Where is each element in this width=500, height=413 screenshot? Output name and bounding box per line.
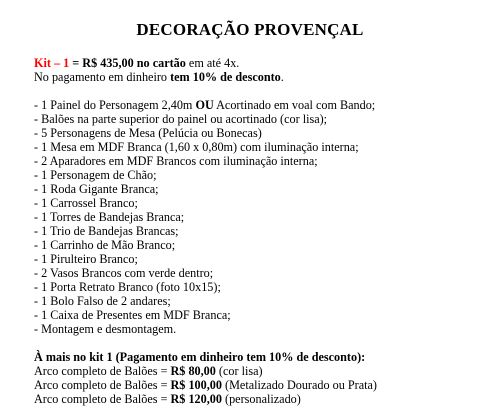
list-item	[34, 308, 231, 322]
kit-equals: =	[69, 56, 83, 70]
list-item-bold: OU	[195, 98, 214, 112]
list-item	[34, 126, 262, 140]
list-item-text: - Montagem e desmontagem.	[34, 322, 177, 336]
list-item-text: - 2 Aparadores em MDF Brancos com iluminação interna;	[34, 154, 318, 168]
list-item-text: - 1 Caixa de Presentes em MDF Branca;	[34, 308, 231, 322]
list-item-text: - 1 Pirulteiro Branco;	[34, 252, 138, 266]
list-item-text: - Balões na parte superior do painel ou acortinado (cor lisa);	[34, 112, 328, 126]
extra-item	[34, 364, 263, 378]
extras-heading: À mais no kit 1 (Pagamento em dinheiro tem 10% de desconto):	[34, 350, 366, 364]
kit-cash-suffix: .	[280, 70, 284, 84]
kit-cash-line	[34, 70, 284, 84]
kit-price-suffix: em até 4x.	[185, 56, 240, 70]
list-item	[34, 294, 171, 308]
list-item	[34, 168, 157, 182]
extra-item-price: R$ 120,00	[170, 392, 222, 406]
extra-item-label: Arco completo de Balões =	[34, 392, 171, 406]
list-item	[34, 322, 176, 336]
kit-cash-prefix: No pagamento em dinheiro	[34, 70, 171, 84]
list-item-text: - 1 Carrossel Branco;	[34, 196, 138, 210]
extra-item-label: Arco completo de Balões =	[34, 364, 171, 378]
extra-item-label: Arco completo de Balões =	[34, 378, 171, 392]
list-item	[34, 182, 159, 196]
kit-cash-discount: tem 10% de desconto	[170, 70, 281, 84]
list-item-text: - 1 Carrinho de Mão Branco;	[34, 238, 176, 252]
list-item-text: - 1 Roda Gigante Branca;	[34, 182, 159, 196]
extra-item-note: (cor lisa)	[215, 364, 263, 378]
list-item	[34, 196, 138, 210]
page-title: DECORAÇÃO PROVENÇAL	[136, 20, 364, 39]
list-item	[34, 98, 375, 112]
list-item	[34, 140, 359, 154]
list-item-text: - 1 Bolo Falso de 2 andares;	[34, 294, 171, 308]
list-item-text: - 1 Personagem de Chão;	[34, 168, 157, 182]
list-item	[34, 224, 179, 238]
kit-name: Kit – 1	[34, 56, 70, 70]
kit-price-line	[34, 56, 239, 70]
list-item-text: - 1 Trio de Bandejas Brancas;	[34, 224, 179, 238]
list-item	[34, 238, 175, 252]
list-item-text: - 1 Mesa em MDF Branca (1,60 x 0,80m) com iluminação interna;	[34, 140, 359, 154]
list-item	[34, 252, 138, 266]
extra-item	[34, 392, 301, 406]
extra-item-price: R$ 80,00	[170, 364, 216, 378]
list-item-text-end: Acortinado em voal com Bando;	[213, 98, 376, 112]
extra-item-note: (personalizado)	[221, 392, 301, 406]
list-item	[34, 154, 318, 168]
extra-item	[34, 378, 377, 392]
list-item-text: - 2 Vasos Brancos com verde dentro;	[34, 266, 214, 280]
extra-item-price: R$ 100,00	[170, 378, 222, 392]
list-item	[34, 280, 221, 294]
list-item-text: - 5 Personagens de Mesa (Pelúcia ou Bonecas)	[34, 126, 262, 140]
list-item	[34, 266, 213, 280]
list-item-text: - 1 Porta Retrato Branco (foto 10x15);	[34, 280, 221, 294]
list-item	[34, 210, 184, 224]
list-item-text: - 1 Torres de Bandejas Branca;	[34, 210, 185, 224]
kit-price: R$ 435,00 no cartão	[82, 56, 186, 70]
list-item-text: - 1 Painel do Personagem 2,40m	[34, 98, 196, 112]
extra-item-note: (Metalizado Dourado ou Prata)	[221, 378, 377, 392]
list-item	[34, 112, 327, 126]
